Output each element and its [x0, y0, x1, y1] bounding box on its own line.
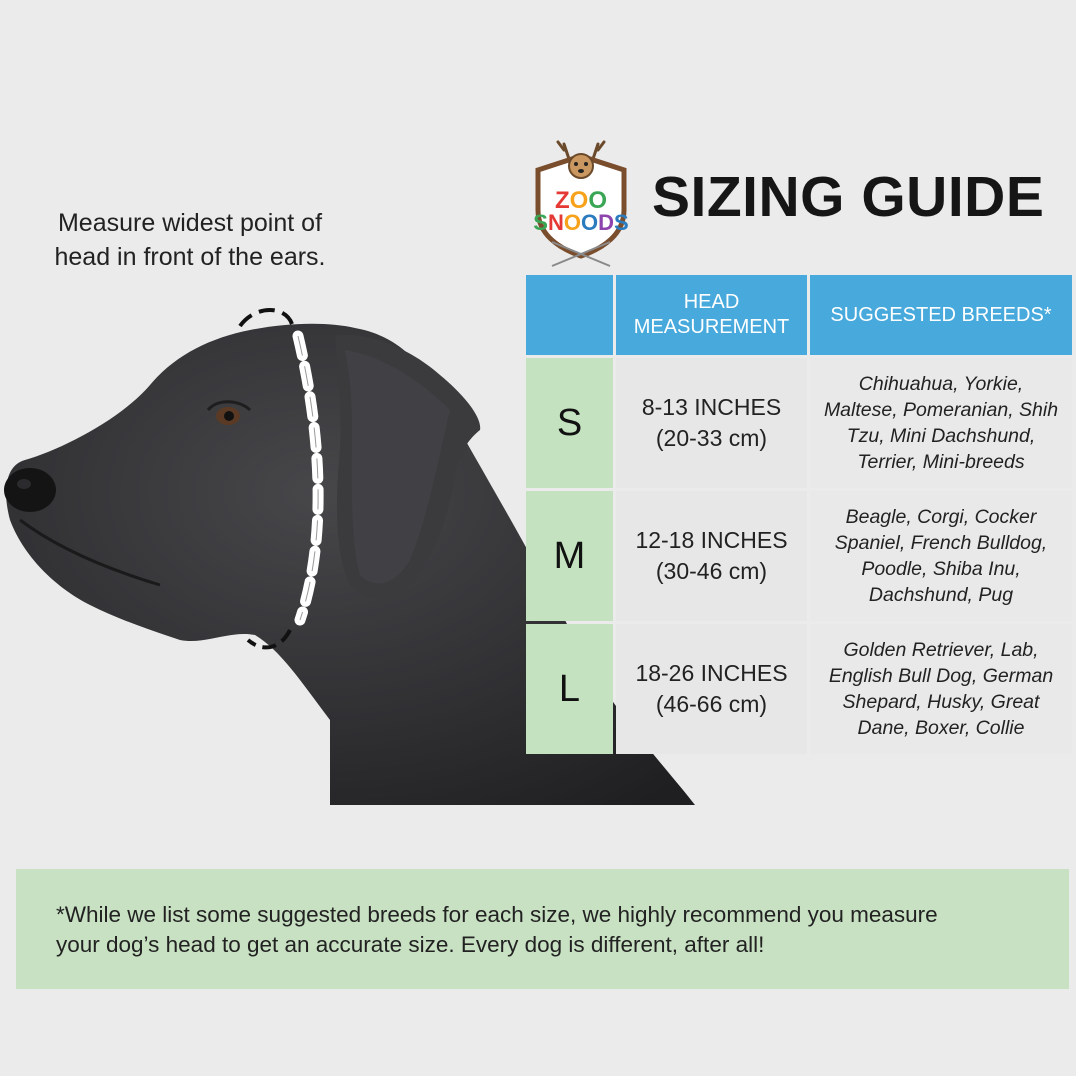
breeds-disclaimer — [16, 869, 1069, 989]
breeds-cell — [810, 491, 1072, 621]
measurement-cm: (30-46 cm) — [655, 558, 768, 584]
breeds-line: English Bull Dog, German — [828, 665, 1054, 687]
breeds-line: Golden Retriever, Lab, — [843, 639, 1039, 661]
measurement-cell — [616, 624, 807, 754]
breeds-line: Beagle, Corgi, Cocker — [845, 506, 1037, 528]
measurement-inches: 12-18 INCHES — [635, 527, 788, 553]
measurement-cm: (20-33 cm) — [655, 425, 768, 451]
zoo-snoods-logo-icon — [518, 130, 644, 270]
header-head-measurement — [616, 275, 807, 355]
breeds-line: Terrier, Mini-breeds — [857, 451, 1025, 473]
table-row — [526, 491, 1072, 621]
size-label: S — [526, 358, 613, 488]
instruction-line-2: head in front of the ears. — [54, 243, 326, 271]
breeds-line: Maltese, Pomeranian, Shih — [823, 399, 1059, 421]
header-size — [526, 275, 613, 355]
breeds-line: Spaniel, French Bulldog, — [834, 532, 1048, 554]
measurement-cm: (46-66 cm) — [655, 691, 768, 717]
zoo-snoods-logo — [518, 130, 644, 270]
breeds-line: Chihuahua, Yorkie, — [858, 373, 1024, 395]
svg-text:SNOODS: SNOODS — [533, 210, 629, 235]
disclaimer-line-1: *While we list some suggested breeds for each size, we highly recommend you measure — [56, 902, 938, 927]
disclaimer-line-2: your dog’s head to get an accurate size. Every dog is different, after all! — [56, 932, 765, 957]
svg-text:ZOO: ZOO — [554, 187, 608, 214]
header-measurement-line-1: HEAD — [683, 291, 740, 313]
measurement-inches: 18-26 INCHES — [635, 660, 788, 686]
measurement-cell — [616, 491, 807, 621]
sizing-table — [523, 272, 1075, 757]
table-row — [526, 624, 1072, 754]
measurement-inches: 8-13 INCHES — [641, 394, 782, 420]
breeds-line: Dane, Boxer, Collie — [857, 717, 1025, 739]
breeds-line: Shepard, Husky, Great — [842, 691, 1040, 713]
breeds-line: Poodle, Shiba Inu, — [861, 558, 1021, 580]
measure-instruction — [20, 206, 360, 274]
measurement-cell — [616, 358, 807, 488]
breeds-line: Dachshund, Pug — [868, 584, 1014, 606]
page-title: SIZING GUIDE — [652, 165, 1045, 229]
table-row — [526, 358, 1072, 488]
instruction-line-1: Measure widest point of — [57, 209, 323, 237]
header-suggested-breeds: SUGGESTED BREEDS* — [810, 275, 1072, 355]
size-label: M — [526, 491, 613, 621]
header-measurement-line-2: MEASUREMENT — [633, 316, 790, 338]
size-label: L — [526, 624, 613, 754]
breeds-line: Tzu, Mini Dachshund, — [846, 425, 1036, 447]
breeds-cell — [810, 624, 1072, 754]
table-header-row — [526, 275, 1072, 355]
breeds-cell — [810, 358, 1072, 488]
